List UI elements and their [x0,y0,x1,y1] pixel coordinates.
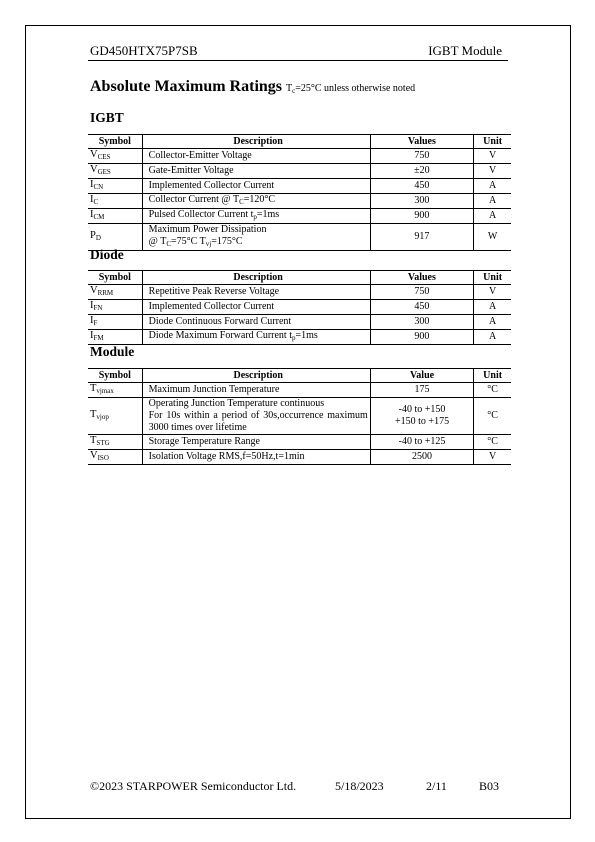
description-cell: Implemented Collector Current [142,300,370,315]
table-row [88,285,511,300]
symbol-cell: $T_{vjmax}$ [88,383,142,398]
col-value: Value [370,369,473,383]
value-cell: 450 [370,300,474,315]
symbol-cell: $V_{GES}$ [88,164,142,179]
symbol-cell: $V_{RRM}$ [88,285,142,300]
value-cell: 175 [370,383,473,398]
table-header-row [88,135,511,149]
product-type: IGBT Module [428,43,502,58]
unit-cell: A [474,330,511,345]
value-cell: 900 [370,330,474,345]
unit-cell: V [474,450,511,465]
unit-cell: A [474,209,511,224]
symbol-cell: $T_{STG}$ [88,435,142,450]
footer-revision: B03 [479,779,500,793]
igbt-table [88,134,511,251]
section-heading-igbt: IGBT [90,110,124,125]
symbol-cell: $V_{CES}$ [88,149,142,164]
col-unit: Unit [474,369,511,383]
symbol-cell: $P_D$ [88,224,142,251]
unit-cell: °C [474,383,511,398]
value-cell: 300 [370,194,474,209]
footer-page-number: 2/11 [426,779,447,793]
description-cell: Maximum Junction Temperature [142,383,370,398]
description-cell: Storage Temperature Range [142,435,370,450]
value-cell: 750 [370,285,474,300]
table-row [88,194,511,209]
symbol-cell: $T_{vjop}$ [88,398,142,435]
symbol-cell: $I_C$ [88,194,142,209]
table-row [88,398,511,435]
value-cell: 300 [370,315,474,330]
symbol-cell: $I_{CM}$ [88,209,142,224]
col-symbol: Symbol [88,271,142,285]
col-description: Description [142,271,370,285]
col-symbol: Symbol [88,135,142,149]
description-cell: Isolation Voltage RMS,f=50Hz,t=1min [142,450,370,465]
description-cell: Collector Current @ $T_C=120^\circ C$ [142,194,370,209]
col-description: Description [142,135,370,149]
table-row [88,435,511,450]
table-header-row [88,369,511,383]
table-row [88,149,511,164]
part-number: GD450HTX75P7SB [90,43,198,58]
symbol-cell: $I_{FM}$ [88,330,142,345]
table-header-row [88,271,511,285]
description-cell: Operating Junction Temperature continuous For 10s within a period of 30s,occurrence maximum 3000 times over lifetime [142,398,370,435]
footer-copyright: ©2023 STARPOWER Semiconductor Ltd. [90,779,297,793]
symbol-cell: $V_{ISO}$ [88,450,142,465]
table-row [88,315,511,330]
unit-cell: A [474,179,511,194]
description-cell: Gate-Emitter Voltage [142,164,370,179]
unit-cell: °C [474,435,511,450]
col-unit: Unit [474,271,511,285]
table-row [88,383,511,398]
description-cell: Pulsed Collector Current $t_p=1ms$ [142,209,370,224]
table-row [88,450,511,465]
unit-cell: A [474,315,511,330]
section-heading-module: Module [90,344,135,359]
value-cell: -40 to +150 +150 to +175 [370,398,473,435]
unit-cell: A [474,194,511,209]
symbol-cell: $I_{CN}$ [88,179,142,194]
col-unit: Unit [474,135,511,149]
description-cell: Collector-Emitter Voltage [142,149,370,164]
description-cell: Maximum Power Dissipation @ $T_C=75^\circ C$ $T_{vj}=175^\circ C$ [142,224,370,251]
description-cell: Diode Maximum Forward Current $t_p=1ms$ [142,330,370,345]
col-values: Values [370,271,474,285]
table-row [88,179,511,194]
unit-cell: V [474,164,511,179]
unit-cell: V [474,285,511,300]
value-cell: 750 [370,149,474,164]
unit-cell: A [474,300,511,315]
module-table [88,368,511,465]
col-symbol: Symbol [88,369,142,383]
value-cell: 917 [370,224,474,251]
table-row [88,300,511,315]
description-cell: Repetitive Peak Reverse Voltage [142,285,370,300]
value-cell: 2500 [370,450,473,465]
table-row [88,224,511,251]
description-cell: Diode Continuous Forward Current [142,315,370,330]
value-cell: ±20 [370,164,474,179]
col-description: Description [142,369,370,383]
col-values: Values [370,135,474,149]
value-cell: 450 [370,179,474,194]
unit-cell: V [474,149,511,164]
value-cell: -40 to +125 [370,435,473,450]
diode-table [88,270,511,345]
footer-date: 5/18/2023 [335,779,384,793]
title-condition: $T_c=25^\circ C$ unless otherwise noted [286,83,416,95]
header-rule [88,60,508,61]
value-cell: 900 [370,209,474,224]
unit-cell: W [474,224,511,251]
table-row [88,164,511,179]
unit-cell: °C [474,398,511,435]
symbol-cell: $I_F$ [88,315,142,330]
table-row [88,330,511,345]
section-heading-diode: Diode [90,247,124,262]
title-main: Absolute Maximum Ratings [90,78,283,95]
symbol-cell: $I_{FN}$ [88,300,142,315]
description-cell: Implemented Collector Current [142,179,370,194]
table-row [88,209,511,224]
page-title [90,78,415,96]
